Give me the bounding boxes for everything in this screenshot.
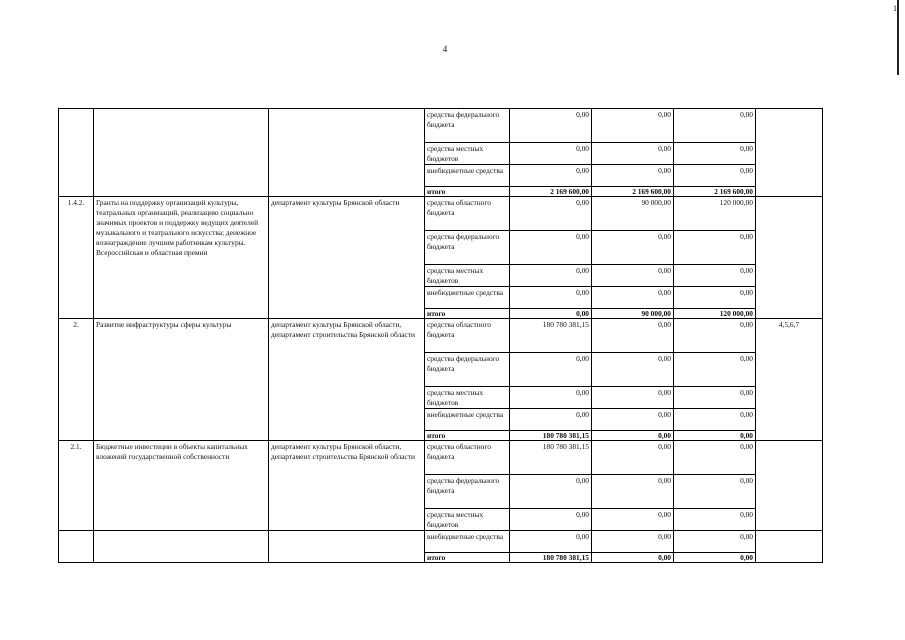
amount-year-3: 0,00 <box>674 509 756 531</box>
executor: департамент культуры Брянской области, департамент строительства Брянской области <box>269 319 425 441</box>
funding-source: внебюджетные средства <box>425 165 510 187</box>
amount-year-1: 0,00 <box>510 531 592 553</box>
amount-year-3: 0,00 <box>674 143 756 165</box>
activity-name: Гранты на поддержку организаций культуры, театральных организаций, реализацию социально значимых проектов и поддержку ведущих деятелей музыкального и театрального искусства; денежное вознаграждение лучшим работникам культуры. Всероссийская и областная премии <box>94 197 269 319</box>
amount-year-2: 0,00 <box>592 553 674 563</box>
funding-source: внебюджетные средства <box>425 287 510 309</box>
amount-year-1: 0,00 <box>510 353 592 387</box>
amount-year-2: 0,00 <box>592 431 674 441</box>
amount-year-2: 0,00 <box>592 319 674 353</box>
funding-source: внебюджетные средства <box>425 531 510 553</box>
funding-source: средства местных бюджетов <box>425 265 510 287</box>
amount-year-2: 0,00 <box>592 143 674 165</box>
funding-source: средства областного бюджета <box>425 319 510 353</box>
amount-year-1: 0,00 <box>510 287 592 309</box>
table-row <box>59 197 823 231</box>
funding-source: итого <box>425 187 510 197</box>
amount-year-3: 0,00 <box>674 109 756 143</box>
indicator-codes <box>756 109 823 197</box>
amount-year-2: 0,00 <box>592 409 674 431</box>
amount-year-3: 0,00 <box>674 231 756 265</box>
amount-year-3: 0,00 <box>674 387 756 409</box>
amount-year-1: 180 780 381,15 <box>510 319 592 353</box>
amount-year-1: 180 780 381,15 <box>510 553 592 563</box>
amount-year-1: 180 780 381,15 <box>510 441 592 475</box>
table-row <box>59 109 823 143</box>
funding-source: средства местных бюджетов <box>425 387 510 409</box>
amount-year-3: 0,00 <box>674 165 756 187</box>
row-number <box>59 109 94 197</box>
amount-year-2: 0,00 <box>592 265 674 287</box>
amount-year-3: 0,00 <box>674 409 756 431</box>
amount-year-1: 0,00 <box>510 509 592 531</box>
indicator-codes <box>756 531 823 563</box>
amount-year-3: 120 000,00 <box>674 197 756 231</box>
funding-source: внебюджетные средства <box>425 409 510 431</box>
row-number: 2. <box>59 319 94 441</box>
row-number: 2.1. <box>59 441 94 531</box>
amount-year-3: 0,00 <box>674 553 756 563</box>
indicator-codes <box>756 441 823 531</box>
amount-year-3: 0,00 <box>674 319 756 353</box>
amount-year-1: 0,00 <box>510 475 592 509</box>
table-row <box>59 441 823 475</box>
amount-year-3: 0,00 <box>674 475 756 509</box>
amount-year-1: 0,00 <box>510 309 592 319</box>
funding-source: средства местных бюджетов <box>425 509 510 531</box>
scan-edge-mark: 1 <box>893 4 897 13</box>
amount-year-3: 0,00 <box>674 287 756 309</box>
activity-name <box>94 531 269 563</box>
amount-year-2: 0,00 <box>592 231 674 265</box>
amount-year-2: 2 169 600,00 <box>592 187 674 197</box>
amount-year-3: 0,00 <box>674 265 756 287</box>
funding-source: средства федерального бюджета <box>425 353 510 387</box>
amount-year-2: 0,00 <box>592 509 674 531</box>
funding-source: средства федерального бюджета <box>425 109 510 143</box>
table-row <box>59 319 823 353</box>
amount-year-1: 0,00 <box>510 231 592 265</box>
scan-edge-line <box>897 0 899 75</box>
amount-year-1: 0,00 <box>510 197 592 231</box>
executor: департамент культуры Брянской области <box>269 197 425 319</box>
activity-name: Развитие инфраструктуры сферы культуры <box>94 319 269 441</box>
executor <box>269 109 425 197</box>
executor <box>269 531 425 563</box>
amount-year-2: 0,00 <box>592 353 674 387</box>
amount-year-1: 2 169 600,00 <box>510 187 592 197</box>
amount-year-3: 0,00 <box>674 353 756 387</box>
funding-source: средства федерального бюджета <box>425 231 510 265</box>
amount-year-3: 0,00 <box>674 441 756 475</box>
executor: департамент культуры Брянской области, департамент строительства Брянской области <box>269 441 425 531</box>
budget-table <box>58 108 823 563</box>
amount-year-2: 0,00 <box>592 165 674 187</box>
activity-name: Бюджетные инвестиции в объекты капитальных вложений государственной собственности <box>94 441 269 531</box>
funding-source: средства местных бюджетов <box>425 143 510 165</box>
funding-source: средства областного бюджета <box>425 197 510 231</box>
activity-name <box>94 109 269 197</box>
row-number: 1.4.2. <box>59 197 94 319</box>
amount-year-1: 180 780 381,15 <box>510 431 592 441</box>
indicator-codes <box>756 197 823 319</box>
amount-year-2: 0,00 <box>592 441 674 475</box>
amount-year-3: 2 169 600,00 <box>674 187 756 197</box>
amount-year-2: 0,00 <box>592 531 674 553</box>
amount-year-3: 0,00 <box>674 531 756 553</box>
funding-source: средства областного бюджета <box>425 441 510 475</box>
amount-year-2: 90 000,00 <box>592 197 674 231</box>
table-row <box>59 531 823 553</box>
amount-year-1: 0,00 <box>510 109 592 143</box>
amount-year-2: 0,00 <box>592 287 674 309</box>
amount-year-2: 0,00 <box>592 109 674 143</box>
funding-source: итого <box>425 553 510 563</box>
indicator-codes: 4,5,6,7 <box>756 319 823 441</box>
funding-source: итого <box>425 309 510 319</box>
amount-year-1: 0,00 <box>510 265 592 287</box>
amount-year-2: 0,00 <box>592 387 674 409</box>
funding-source: итого <box>425 431 510 441</box>
amount-year-1: 0,00 <box>510 387 592 409</box>
funding-source: средства федерального бюджета <box>425 475 510 509</box>
amount-year-1: 0,00 <box>510 165 592 187</box>
amount-year-2: 90 000,00 <box>592 309 674 319</box>
amount-year-2: 0,00 <box>592 475 674 509</box>
amount-year-1: 0,00 <box>510 409 592 431</box>
amount-year-3: 120 000,00 <box>674 309 756 319</box>
page-number: 4 <box>442 44 448 54</box>
amount-year-1: 0,00 <box>510 143 592 165</box>
row-number <box>59 531 94 563</box>
amount-year-3: 0,00 <box>674 431 756 441</box>
